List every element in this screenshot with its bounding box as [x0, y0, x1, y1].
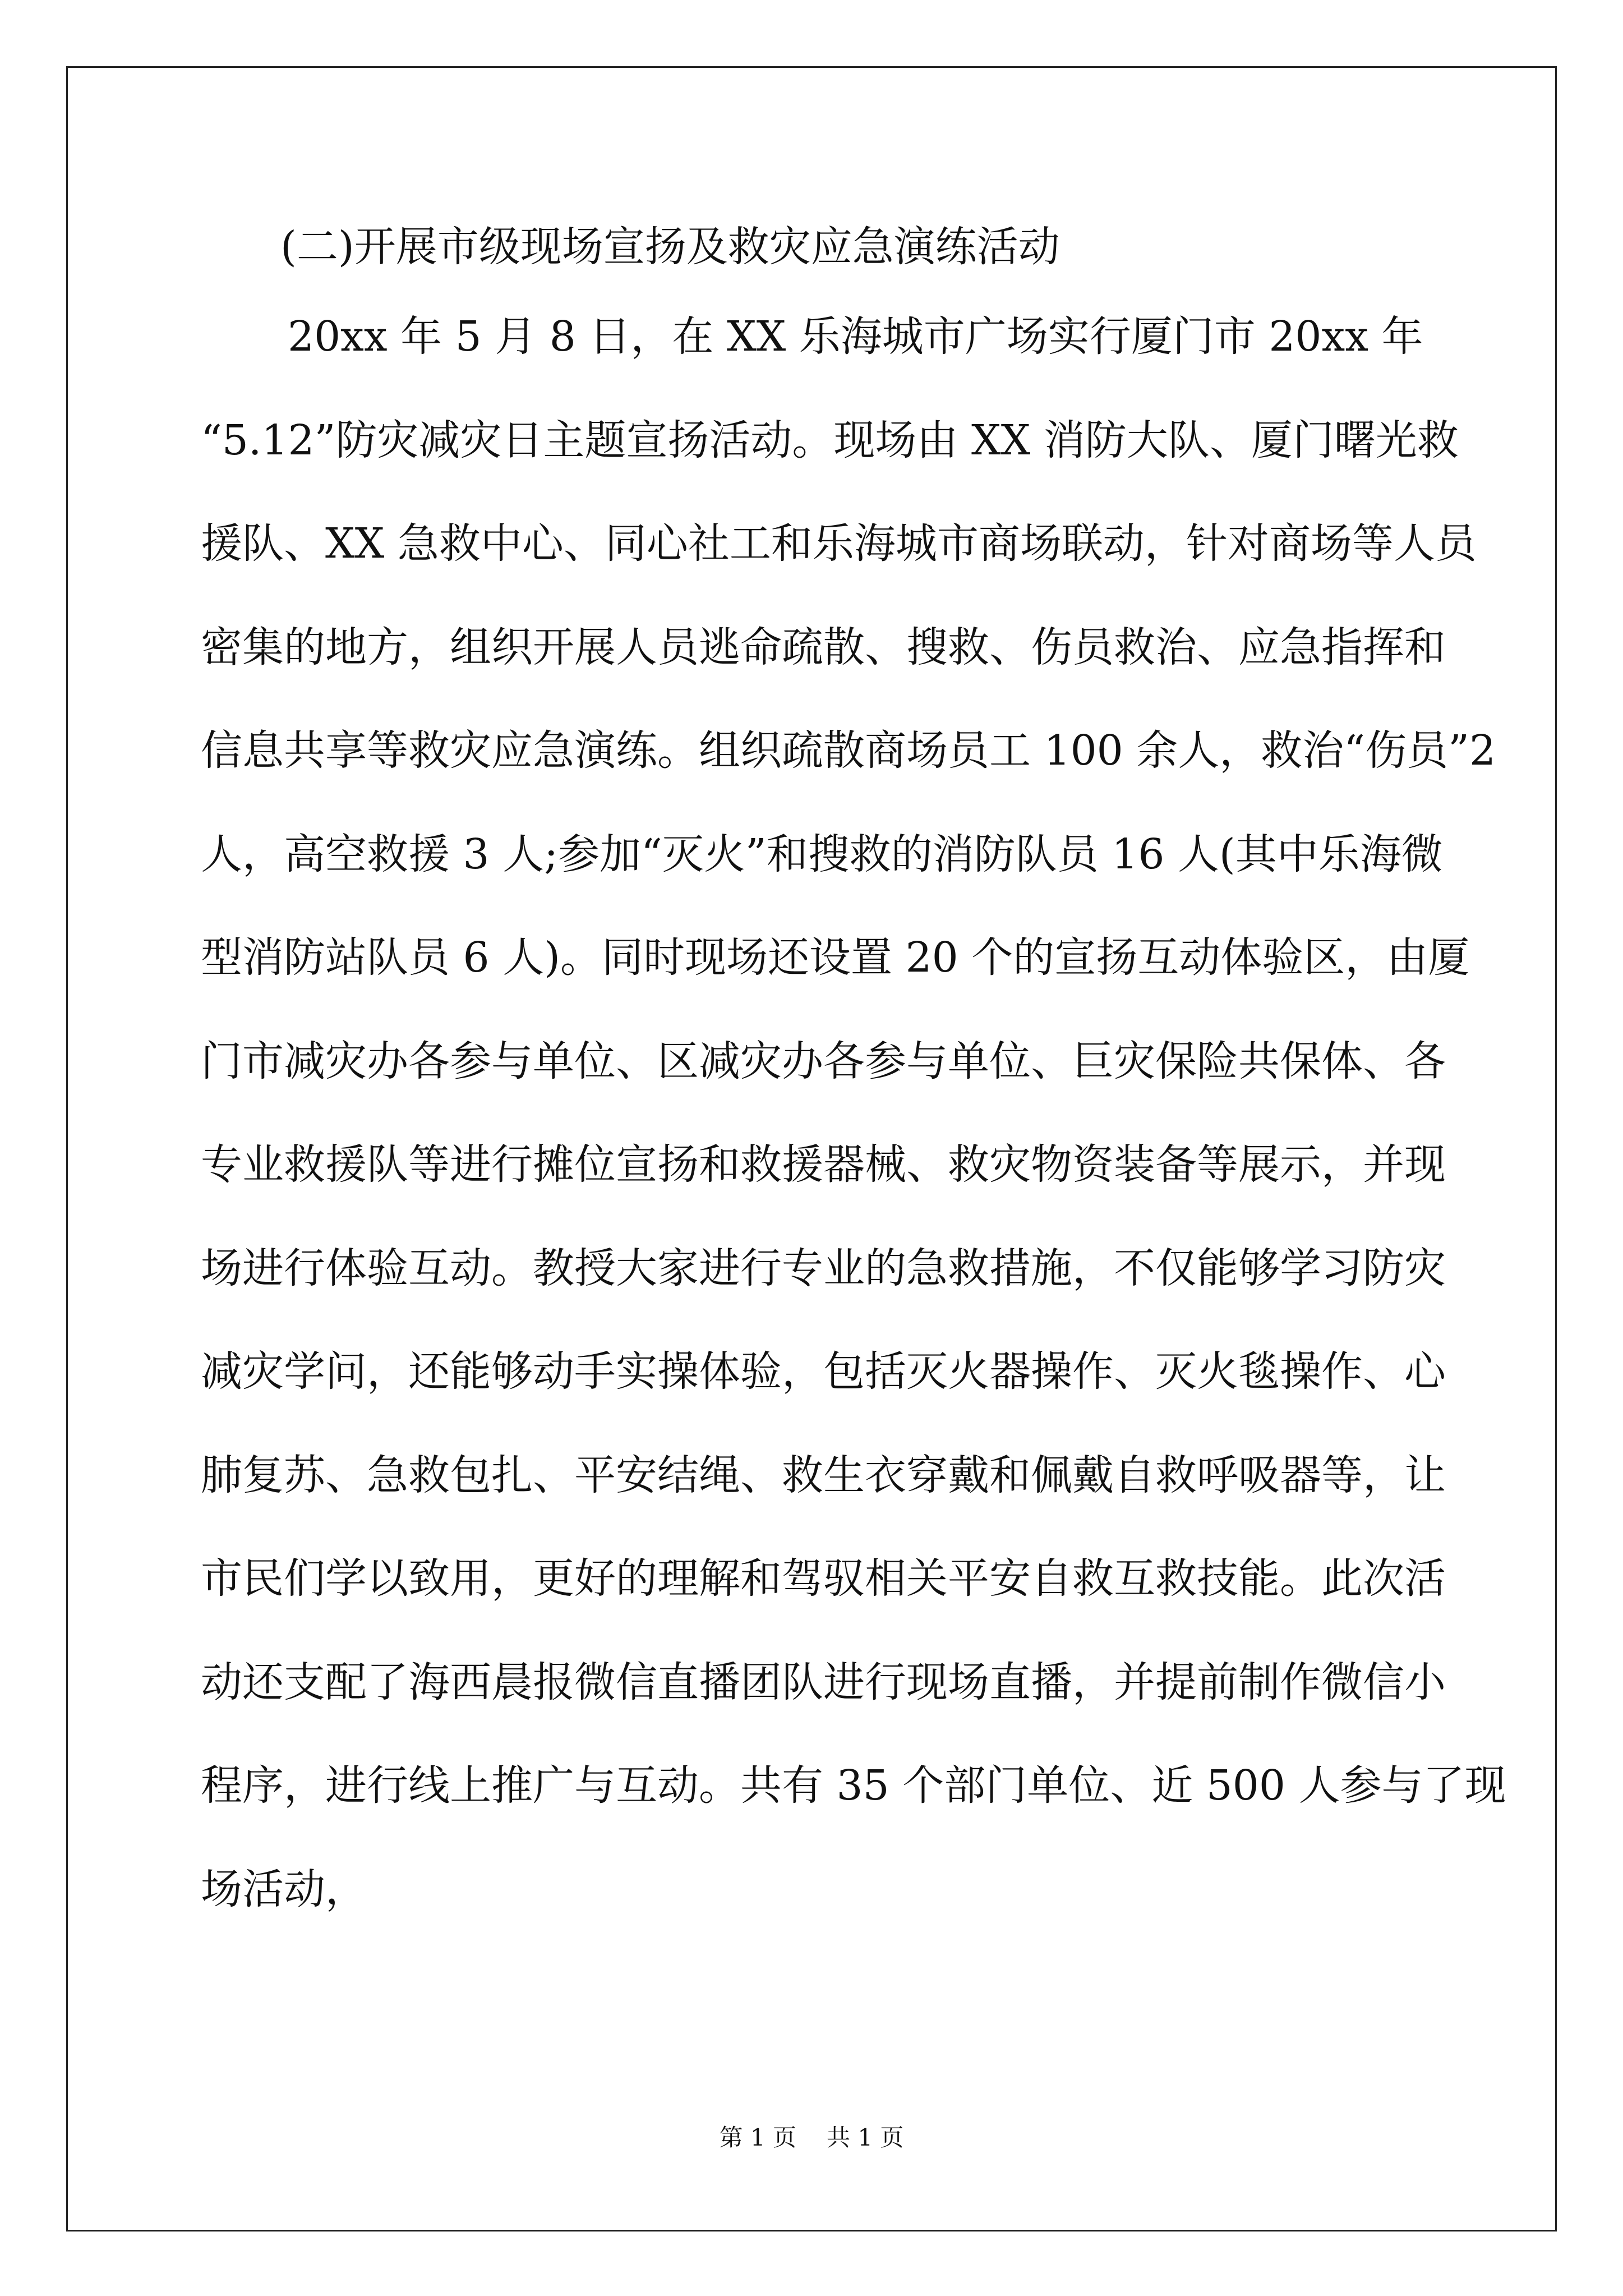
paragraph-line: 场进行体验互动。教授大家进行专业的急救措施，不仅能够学习防灾 — [201, 1244, 1446, 1292]
paragraph-line: 20xx 年 5 月 8 日，在 XX 乐海城市广场实行厦门市 20xx 年 — [288, 312, 1423, 361]
paragraph-line: 动还支配了海西晨报微信直播团队进行现场直播，并提前制作微信小 — [201, 1658, 1446, 1706]
paragraph-line: 信息共享等救灾应急演练。组织疏散商场员工 100 余人，救治“伤员”2 — [201, 726, 1496, 775]
page-number-total: 共 1 页 — [827, 2124, 904, 2151]
paragraph-line: 型消防站队员 6 人)。同时现场还设置 20 个的宣扬互动体验区，由厦 — [201, 933, 1470, 982]
paragraph-line: 肺复苏、急救包扎、平安结绳、救生衣穿戴和佩戴自救呼吸器等，让 — [201, 1451, 1446, 1499]
paragraph-line: 援队、XX 急救中心、同心社工和乐海城市商场联动，针对商场等人员 — [201, 519, 1477, 568]
paragraph — [201, 311, 1506, 1967]
paragraph-line: 专业救援队等进行摊位宣扬和救援器械、救灾物资装备等展示，并现 — [201, 1140, 1446, 1189]
paragraph-line: 程序，进行线上推广与互动。共有 35 个部门单位、近 500 人参与了现 — [201, 1761, 1506, 1810]
paragraph-line: “5.12”防灾减灾日主题宣扬活动。现场由 XX 消防大队、厦门曙光救 — [201, 416, 1459, 464]
paragraph-line: 门市减灾办各参与单位、区减灾办各参与单位、巨灾保险共保体、各 — [201, 1037, 1446, 1085]
page-footer — [0, 2123, 1623, 2152]
paragraph-line: 人，高空救援 3 人;参加“灭火”和搜救的消防队员 16 人(其中乐海微 — [201, 830, 1443, 878]
paragraph-line: 场活动， — [201, 1865, 367, 1913]
paragraph-line: 减灾学问，还能够动手实操体验，包括灭火器操作、灭火毯操作、心 — [201, 1347, 1446, 1396]
paragraph-line: 市民们学以致用，更好的理解和驾驭相关平安自救互救技能。此次活 — [201, 1554, 1446, 1603]
document-body — [201, 222, 1506, 1967]
paragraph-line: 密集的地方，组织开展人员逃命疏散、搜救、伤员救治、应急指挥和 — [201, 623, 1446, 671]
section-heading: (二)开展市级现场宣扬及救灾应急演练活动 — [280, 223, 1060, 271]
page-number-current: 第 1 页 — [719, 2124, 796, 2151]
